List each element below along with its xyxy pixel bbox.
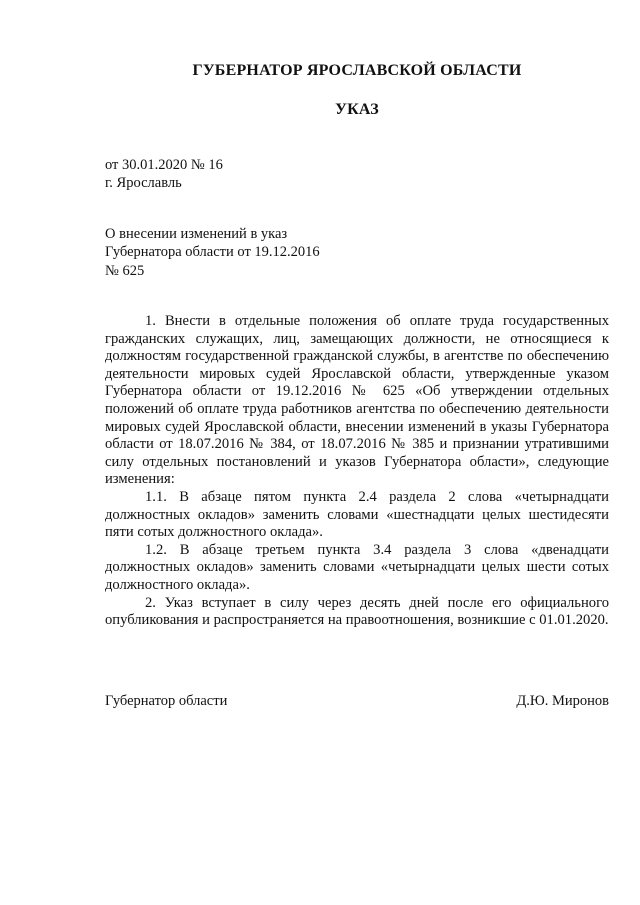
signatory-name: Д.Ю. Миронов bbox=[516, 693, 609, 709]
subject-line-2: Губернатора области от 19.12.2016 bbox=[105, 244, 320, 261]
subject-line-3: № 625 bbox=[105, 262, 145, 279]
city: г. Ярославль bbox=[105, 175, 182, 192]
paragraph-1-1: 1.1. В абзаце пятом пункта 2.4 раздела 2 слова «четырнадцати должностных окладов» заменить словами «шестнадцати целых шестидесяти пяти сотых должностного оклада». bbox=[105, 488, 609, 541]
paragraph-2: 2. Указ вступает в силу через десять дней после его официального опубликования и распространяется на правоотношения, возникшие с 01.01.2020. bbox=[105, 594, 609, 629]
date-number: от 30.01.2020 № 16 bbox=[105, 157, 223, 173]
subject-block bbox=[105, 225, 609, 280]
authority-heading: ГУБЕРНАТОР ЯРОСЛАВСКОЙ ОБЛАСТИ bbox=[192, 62, 522, 79]
paragraph-1: 1. Внести в отдельные положения об оплате труда государственных гражданских служащих, лиц, замещающих должности, не относящиеся к должностям государственной гражданской службы, в агентстве по обеспечению деятельности мировых судей Ярославской области, утвержденные указом Губернатора области от 19.12.2016 № 625 «Об утверждении отдельных положений об оплате труда работников агентства по обеспечению деятельности мировых судей Ярославской области, внесении изменений в указы Губернатора области от 18.07.2016 № 384, от 18.07.2016 № 385 и признании утратившими силу отдельных постановлений и указов Губернатора области», следующие изменения: bbox=[105, 313, 609, 488]
document-body bbox=[105, 313, 609, 630]
document-type-heading: УКАЗ bbox=[335, 101, 379, 118]
date-block bbox=[105, 156, 609, 193]
paragraph-1-2: 1.2. В абзаце третьем пункта 3.4 раздела 3 слова «двенадцати должностных окладов» заменить словами «четырнадцати целых шести сотых должностного оклада». bbox=[105, 541, 609, 593]
subject-line-1: О внесении изменений в указ bbox=[105, 226, 288, 242]
signature-row bbox=[105, 692, 609, 710]
signatory-position: Губернатор области bbox=[105, 693, 228, 709]
